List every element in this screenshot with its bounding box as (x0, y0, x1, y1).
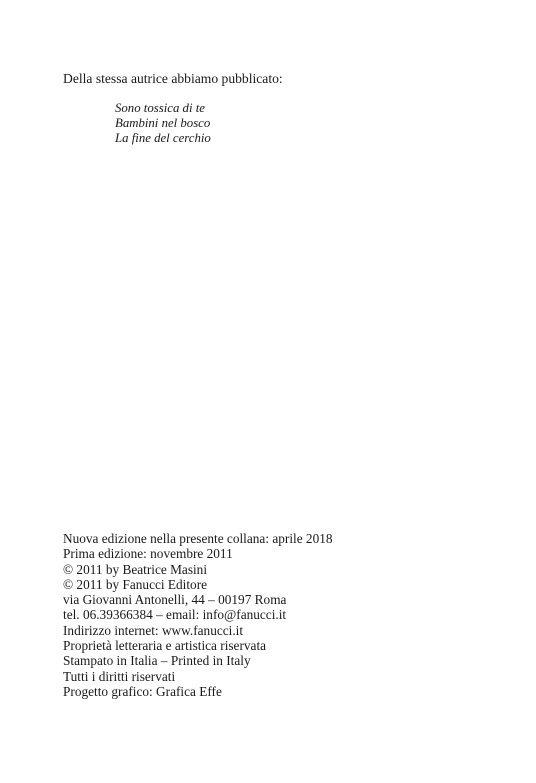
first-edition-line: Prima edizione: novembre 2011 (63, 546, 233, 562)
book-title: Sono tossica di te (115, 101, 205, 115)
edition-line: Nuova edizione nella presente collana: aprile 2018 (63, 531, 333, 546)
same-author-heading: Della stessa autrice abbiamo pubblicato: (63, 71, 283, 86)
design-credit-line: Progetto grafico: Grafica Effe (63, 683, 222, 699)
book-list (115, 101, 211, 146)
colophon (63, 531, 333, 699)
book-title: La fine del cerchio (115, 131, 211, 145)
website-line: Indirizzo internet: www.fanucci.it (63, 622, 244, 638)
all-rights-line: Tutti i diritti riservati (63, 668, 176, 684)
author-copyright-line: © 2011 by Beatrice Masini (63, 561, 208, 577)
address-line: via Giovanni Antonelli, 44 – 00197 Roma (63, 592, 287, 608)
publisher-copyright-line: © 2011 by Fanucci Editore (63, 576, 208, 592)
contact-line: tel. 06.39366384 – email: info@fanucci.it (63, 607, 287, 623)
rights-line: Proprietà letteraria e artistica riservata (63, 638, 267, 654)
printed-line: Stampato in Italia – Printed in Italy (63, 653, 251, 669)
book-title: Bambini nel bosco (115, 116, 211, 130)
